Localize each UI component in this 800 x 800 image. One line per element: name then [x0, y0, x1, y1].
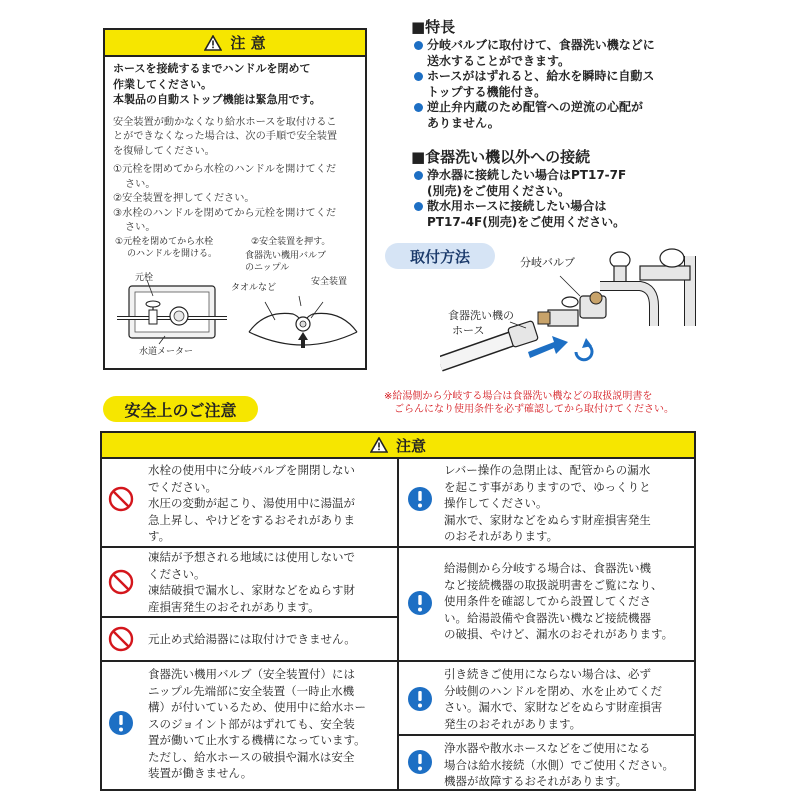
- cell-line: でください。: [148, 479, 217, 494]
- prohibited-icon: [108, 626, 134, 652]
- cell-line: 急上昇し、やけどをするおそれがありま: [148, 512, 355, 527]
- step-line: ①元栓を閉めてから水栓のハンドルを開けてくだ: [113, 164, 337, 175]
- caption-line: ①元栓を閉めてから水栓: [115, 237, 214, 247]
- warning-icon: [204, 35, 222, 51]
- features-list: [414, 38, 694, 131]
- cell-line: 使用条件を確認してから設置してくださ: [444, 594, 651, 608]
- cell-line: 構）が付いているため、使用中に給水ホー: [148, 700, 367, 714]
- cell-line: 水圧の変動が起こり、湯使用中に湯温が: [148, 496, 355, 510]
- safety-device-label: 安全装置: [311, 277, 348, 287]
- row-divider: [102, 660, 397, 662]
- cell-line: ニップル先端部に安全装置（一時止水機: [148, 683, 355, 698]
- safety-title: 安全上のご注意: [103, 396, 258, 422]
- cell-line: 発生のおそれがあります。: [444, 716, 582, 731]
- mandatory-icon: [407, 686, 433, 712]
- cell-line: さい。漏水で、家財などをぬらす財産損害: [444, 700, 663, 714]
- connect-line: (別売)をご使用ください。: [427, 183, 570, 198]
- connect-line: PT17-4F(別売)をご使用ください。: [427, 214, 626, 229]
- row-divider: [102, 546, 397, 548]
- connect-item: [414, 199, 694, 230]
- feature-line: ホースがはずれると、給水を瞬時に自動ス: [427, 69, 655, 83]
- cell-line: 置が働いて止水する機構になっています。: [148, 733, 366, 747]
- figure1-caption: [115, 236, 217, 260]
- caution-cell-left-4: [148, 666, 393, 782]
- caution-cell-left-3: [148, 631, 393, 648]
- row-divider: [399, 734, 694, 736]
- cell-line: のおそれがあります。: [444, 529, 559, 543]
- note-line: とができなくなった場合は、次の手順で安全装置: [113, 131, 338, 142]
- feature-line: 逆止弁内蔵のため配管への逆流の心配が: [427, 100, 644, 114]
- press-safety-illustration: [245, 292, 361, 358]
- caution-cell-left-1: [148, 462, 393, 545]
- mandatory-icon: [108, 710, 134, 736]
- feature-line: トップする機能付き。: [427, 84, 547, 99]
- warning-icon: [370, 437, 388, 453]
- feature-line: 分岐バルブに取付けて、食器洗い機などに: [427, 38, 655, 52]
- row-divider: [399, 546, 694, 548]
- cell-line: 場合は給水接続（水側）でご使用ください。: [444, 757, 674, 772]
- label-line: 食器洗い機の: [448, 309, 514, 322]
- caution-cell-right-3: [444, 666, 692, 732]
- cell-line: 水栓の使用中に分岐バルブを開閉しない: [148, 463, 355, 477]
- cell-line: 引き続きご使用にならない場合は、必ず: [444, 667, 651, 681]
- note-line: ※給湯側から分岐する場合は食器洗い機などの取扱説明書を: [384, 391, 653, 402]
- cell-line: 操作してください。: [444, 496, 548, 510]
- towel-label: タオルなど: [231, 283, 277, 293]
- cell-line: 機器が故障するおそれがあります。: [444, 774, 628, 788]
- feature-item: [414, 38, 694, 69]
- top-caution-box: [103, 28, 367, 370]
- top-caution-title: 注 意: [230, 34, 266, 52]
- bold-line: 作業してください。: [113, 77, 212, 91]
- label-line: のニップル: [245, 263, 290, 273]
- cell-line: ください。: [148, 566, 206, 581]
- other-connect-heading: ■食器洗い機以外への接続: [411, 148, 591, 166]
- connect-line: 散水用ホースに接続したい場合は: [427, 199, 607, 213]
- top-caution-header: [105, 30, 365, 57]
- step-line: ③水栓のハンドルを閉めてから元栓を開けてくだ: [113, 207, 337, 219]
- bold-line: 本製品の自動ストップ機能は緊急用です。: [113, 93, 321, 106]
- caution-cell-right-1: [444, 462, 692, 545]
- label-line: 食器洗い機用バルブ: [245, 251, 327, 261]
- feature-item: [414, 100, 694, 131]
- hot-water-branch-note: [384, 390, 684, 416]
- nipple-label: [245, 250, 326, 274]
- caption-line: のハンドルを開ける。: [127, 249, 218, 259]
- top-caution-note: [113, 116, 357, 160]
- cell-line: ただし、給水ホースの破損や漏水は安全: [148, 749, 355, 764]
- cell-line: い。給湯設備や食器洗い機など接続機器: [444, 610, 651, 625]
- row-divider: [399, 660, 694, 662]
- mandatory-icon: [407, 486, 433, 512]
- recovery-steps: [113, 163, 357, 236]
- branch-valve-label: 分岐バルブ: [520, 256, 575, 269]
- features-heading: ■特長: [411, 18, 456, 36]
- note-line: 安全装置が動かなくなり給水ホースを取付けるこ: [113, 116, 337, 128]
- cell-line: の破損、やけど、漏水のおそれがあります。: [444, 627, 674, 641]
- cell-line: す。: [148, 529, 171, 543]
- hose-label: [448, 308, 514, 338]
- step-line: さい。: [125, 178, 156, 190]
- row-divider: [102, 616, 397, 618]
- step-line: さい。: [125, 222, 156, 233]
- mandatory-icon: [407, 749, 433, 775]
- note-line: ごらんになり使用条件を必ず確認してから取付けてください。: [394, 404, 674, 415]
- cell-line: 産損害発生のおそれがあります。: [148, 599, 320, 614]
- top-caution-body: [105, 57, 365, 240]
- step-line: ②安全装置を押してください。: [113, 193, 255, 204]
- prohibited-icon: [108, 486, 134, 512]
- cell-line: 給湯側から分岐する場合は、食器洗い機: [444, 561, 651, 575]
- cell-line: など接続機器の取扱説明書をご覧になり、: [444, 577, 663, 592]
- cell-line: 漏水で、家財などをぬらす財産損害発生: [444, 512, 651, 527]
- other-connect-list: [414, 168, 694, 230]
- cell-line: 凍結破損で漏水し、家財などをぬらす財: [148, 583, 355, 597]
- main-valve-label: 元栓: [135, 273, 154, 283]
- water-meter-label: 水道メーター: [139, 347, 194, 357]
- feature-line: 送水することができます。: [427, 53, 571, 68]
- water-meter-illustration: [113, 266, 231, 356]
- label-line: ホース: [452, 324, 485, 337]
- feature-line: ありません。: [427, 115, 500, 130]
- mandatory-icon: [407, 590, 433, 616]
- install-method-tag: 取付方法: [385, 243, 495, 269]
- cell-line: スのジョイント部がはずれても、安全装: [148, 716, 355, 731]
- cell-line: 食器洗い機用バルブ（安全装置付）には: [148, 667, 355, 681]
- safety-table-header: [102, 433, 694, 459]
- cell-line: レバー操作の急閉止は、配管からの漏水: [444, 463, 651, 477]
- caution-cell-left-2: [148, 549, 393, 615]
- prohibited-icon: [108, 569, 134, 595]
- cell-line: 装置が働きません。: [148, 766, 253, 780]
- cell-line: 凍結が予想される地域には使用しないで: [148, 550, 355, 564]
- cell-line: 浄水器や散水ホースなどをご使用になる: [444, 741, 651, 755]
- connect-line: 浄水器に接続したい場合はPT17-7F: [427, 168, 627, 182]
- figure2-caption: ②安全装置を押す。: [251, 237, 331, 247]
- caution-cell-right-4: [444, 740, 692, 790]
- connect-item: [414, 168, 694, 199]
- feature-item: [414, 69, 694, 100]
- note-line: を復帰してください。: [113, 145, 215, 157]
- caution-cell-right-2: [444, 560, 692, 643]
- top-caution-bold-text: [113, 61, 357, 108]
- cell-line: を起こす事がありますので、ゆっくりと: [444, 479, 651, 494]
- safety-table-title: 注意: [395, 436, 426, 455]
- bold-line: ホースを接続するまでハンドルを閉めて: [113, 62, 311, 75]
- cell-line: 元止め式給湯器には取付けできません。: [148, 632, 356, 646]
- cell-line: 分岐側のハンドルを閉め、水を止めてくだ: [444, 683, 663, 698]
- column-divider: [397, 457, 399, 789]
